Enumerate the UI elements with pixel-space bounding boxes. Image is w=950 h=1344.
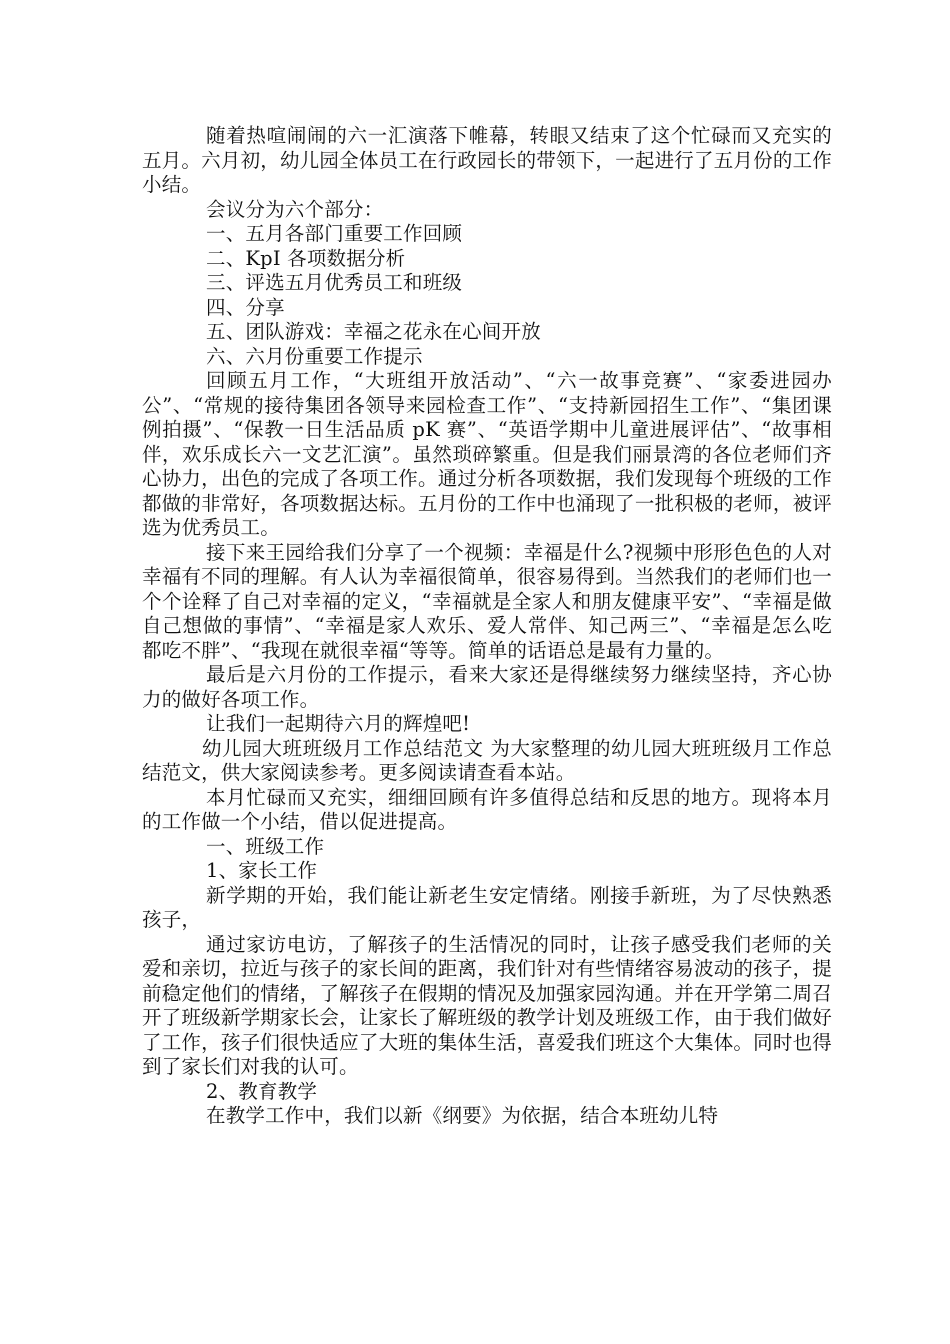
paragraph-summary-title: 幼儿园大班班级月工作总结范文 为大家整理的幼儿园大班班级月工作总结范文，供大家阅读参考。更多阅读请查看本站。 [142, 736, 832, 784]
paragraph-look-forward: 让我们一起期待六月的辉煌吧! [206, 712, 471, 735]
meeting-part-2: 二、KpI 各项数据分析 [206, 246, 406, 270]
paragraph-june-tips: 最后是六月份的工作提示，看来大家还是得继续努力继续坚持，齐心协力的做好各项工作。 [142, 663, 832, 711]
paragraph-may-review: 回顾五月工作，“大班组开放活动”、“六一故事竞赛”、“家委进园办公”、“常规的接待集团各领导来园检查工作”、“支持新园招生工作”、“集团课例拍摄”、“保教一日生活品质 pK 赛”、“英语学期中儿童进展评估”、“故事相伴，欢乐成长六一文艺汇演”。虽然琐碎繁重。但是我们丽景湾的各位老师们齐心协力，出色的完成了各项工作。通过分析各项数据，我们发现每个班级的工作都做的非常好，各项数据达标。五月份的工作中也涌现了一批积极的老师，被评选为优秀员工。 [142, 369, 832, 539]
meeting-part-1: 一、五月各部门重要工作回顾 [206, 222, 463, 245]
paragraph-intro: 随着热喧闹闹的六一汇演落下帷幕，转眼又结束了这个忙碌而又充实的五月。六月初，幼儿园全体员工在行政园长的带领下，一起进行了五月份的工作小结。 [142, 124, 832, 196]
section-heading-class-work: 一、班级工作 [206, 834, 325, 858]
meeting-part-6: 六、六月份重要工作提示 [206, 344, 423, 368]
document-body [142, 124, 832, 1129]
meeting-part-4: 四、分享 [206, 295, 285, 319]
paragraph-happiness-video: 接下来王园给我们分享了一个视频：幸福是什么?视频中形形色色的人对幸福有不同的理解。有人认为幸福很简单，很容易得到。当然我们的老师们也一个个诠释了自己对幸福的定义，“幸福就是全家人和朋友健康平安”、“幸福是做自己想做的事情”、“幸福是家人欢乐、爱人常伴、知己两三”、“幸福是怎么吃都吃不胖”、“我现在就很幸福“等等。简单的话语总是最有力量的。 [142, 540, 832, 662]
meeting-part-3: 三、评选五月优秀员工和班级 [206, 271, 463, 294]
paragraph-teaching-work: 在教学工作中，我们以新《纲要》为依据，结合本班幼儿特 [206, 1104, 719, 1127]
subsection-heading-teaching: 2、教育教学 [206, 1079, 318, 1103]
paragraph-month-intro: 本月忙碌而又充实，细细回顾有许多值得总结和反思的地方。现将本月的工作做一个小结，借以促进提高。 [142, 785, 832, 833]
subsection-heading-parent-work: 1、家长工作 [206, 859, 318, 882]
meeting-parts-heading: 会议分为六个部分： [206, 197, 384, 221]
paragraph-new-semester: 新学期的开始，我们能让新老生安定情绪。刚接手新班，为了尽快熟悉孩子， [142, 883, 832, 931]
meeting-part-5: 五、团队游戏：幸福之花永在心间开放 [206, 320, 541, 343]
paragraph-home-visits: 通过家访电访，了解孩子的生活情况的同时，让孩子感受我们老师的关爱和亲切，拉近与孩子的家长间的距离，我们针对有些情绪容易波动的孩子，提前稳定他们的情绪，了解孩子在假期的情况及加强家园沟通。并在开学第二周召开了班级新学期家长会，让家长了解班级的教学计划及班级工作，由于我们做好了工作，孩子们很快适应了大班的集体生活，喜爱我们班这个大集体。同时也得到了家长们对我的认可。 [142, 932, 832, 1078]
